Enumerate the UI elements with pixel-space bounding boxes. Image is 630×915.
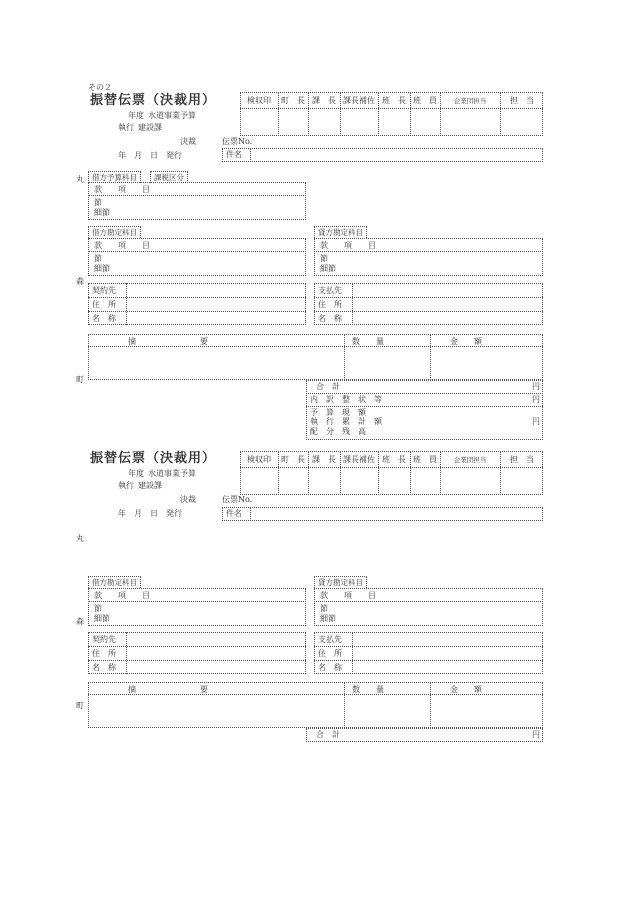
subject-field[interactable] (222, 507, 543, 521)
approval-header: 課長補佐 (343, 96, 375, 105)
setsu-label: 節 (320, 254, 328, 263)
total-label: 合 計 (316, 730, 340, 739)
address-label: 住 所 (318, 300, 342, 309)
saimoku-label: 細節 (320, 614, 336, 623)
setsu-label: 節 (94, 604, 102, 613)
approval-header: 検収印 (247, 96, 271, 105)
tax-breakdown-label: 内 訳 整 状 等 (310, 395, 382, 404)
credit-account-tab: 貸方勘定科目 (314, 226, 367, 238)
summary-header: 摘 要 (128, 337, 208, 346)
setsu-label: 節 (94, 198, 102, 207)
debit-budget-tab: 借方予算科目 (88, 171, 141, 183)
exec-label: 執行 (118, 123, 134, 132)
voucher-title: 振替伝票（決裁用） (90, 451, 217, 466)
margin-mark: 町 (76, 701, 84, 710)
approval-header: 課 長 (312, 455, 336, 464)
approval-header: 担 当 (510, 455, 534, 464)
total-box (306, 728, 543, 742)
payee-box[interactable] (314, 283, 543, 325)
approval-header: 班 員 (413, 96, 437, 105)
exec-label: 執行 (118, 481, 134, 490)
payee-label: 支払先 (318, 635, 342, 644)
dept-label: 建設課 (138, 481, 162, 490)
subject-label: 件名 (226, 150, 242, 159)
saimoku-label: 細節 (320, 264, 336, 273)
summary-header: 摘 要 (128, 685, 208, 694)
margin-mark: 町 (76, 375, 84, 384)
debit-account-tab: 借方勘定科目 (88, 576, 141, 588)
margin-mark: 丸 (76, 175, 84, 184)
yen-unit: 円 (532, 417, 540, 426)
budget-label: 水道事業予算 (148, 111, 196, 120)
margin-mark: 森 (76, 617, 84, 626)
allocated-label: 配 分 残 高 (310, 427, 366, 436)
name-label: 名 称 (92, 314, 116, 323)
approval-header: 課長補佐 (343, 455, 375, 464)
voucher-no-label: 伝票No. (222, 137, 253, 146)
year-label: 年度 (128, 111, 144, 120)
approval-header: 班 長 (382, 96, 406, 105)
margin-mark: 丸 (76, 534, 84, 543)
dept-label: 建設課 (138, 123, 162, 132)
page-label: その２ (88, 83, 112, 92)
tax-tab: 課税区分 (150, 171, 188, 183)
subject-label: 件名 (226, 509, 242, 518)
setsu-label: 節 (320, 604, 328, 613)
debit-account-tab: 借方勘定科目 (88, 226, 141, 238)
saimoku-label: 細節 (94, 614, 110, 623)
name-label: 名 称 (92, 663, 116, 672)
contractor-box[interactable] (88, 283, 306, 325)
approval-header: 企業団担当 (453, 456, 487, 464)
margin-mark: 森 (76, 277, 84, 286)
kan-label: 款 項 目 (320, 241, 376, 250)
saimoku-label: 細節 (94, 208, 110, 217)
quantity-header: 数 量 (352, 685, 384, 694)
name-label: 名 称 (318, 314, 342, 323)
amount-header: 金 額 (450, 337, 482, 346)
credit-account-tab: 貸方勘定科目 (314, 576, 367, 588)
name-label: 名 称 (318, 663, 342, 672)
approval-header: 企業団担当 (453, 97, 487, 105)
subject-field[interactable] (222, 148, 543, 162)
setsu-label: 節 (94, 254, 102, 263)
saimoku-label: 細節 (94, 264, 110, 273)
address-label: 住 所 (92, 300, 116, 309)
kan-label: 款 項 目 (94, 591, 150, 600)
total-label: 合 計 (316, 382, 340, 391)
kan-label: 款 項 目 (94, 185, 150, 194)
decision-label: 決裁 (180, 137, 196, 146)
address-label: 住 所 (92, 649, 116, 658)
issue-date-label: 年 月 日 発行 (118, 151, 182, 160)
approval-header: 班 員 (413, 455, 437, 464)
budget-amount-label: 予 算 現 額 (310, 408, 366, 417)
yen-unit: 円 (532, 395, 540, 404)
approval-header: 町 長 (281, 455, 305, 464)
executed-label: 執 行 累 計 額 (310, 417, 382, 426)
approval-header: 課 長 (312, 96, 336, 105)
year-label: 年度 (128, 469, 144, 478)
payee-box[interactable] (314, 632, 543, 674)
decision-label: 決裁 (180, 495, 196, 504)
payee-label: 支払先 (318, 286, 342, 295)
budget-label: 水道事業予算 (148, 469, 196, 478)
kan-label: 款 項 目 (320, 591, 376, 600)
approval-header: 担 当 (510, 96, 534, 105)
yen-unit: 円 (532, 382, 540, 391)
approval-header: 町 長 (281, 96, 305, 105)
yen-unit: 円 (532, 730, 540, 739)
amount-header: 金 額 (450, 685, 482, 694)
address-label: 住 所 (318, 649, 342, 658)
contractor-label: 契約先 (92, 635, 116, 644)
kan-label: 款 項 目 (94, 241, 150, 250)
contractor-box[interactable] (88, 632, 306, 674)
approval-header: 検収印 (247, 455, 271, 464)
voucher-title: 振替伝票（決裁用） (90, 93, 217, 108)
contractor-label: 契約先 (92, 286, 116, 295)
approval-header: 班 長 (382, 455, 406, 464)
voucher-no-label: 伝票No. (222, 495, 253, 504)
quantity-header: 数 量 (352, 337, 384, 346)
issue-date-label: 年 月 日 発行 (118, 509, 182, 518)
